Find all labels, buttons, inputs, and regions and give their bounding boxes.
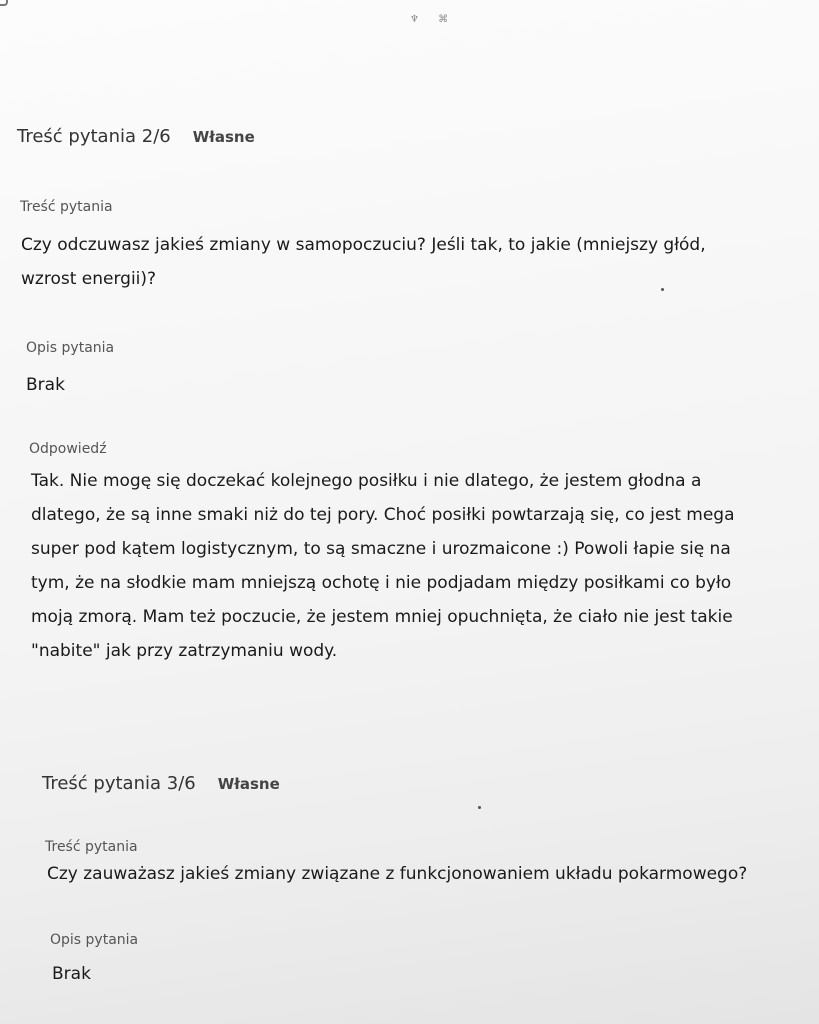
question-3-description-label: Opis pytania (50, 932, 139, 948)
question-2-content-line: Czy odczuwasz jakieś zmiany w samopoczuciu? Jeśli tak, to jakie (mniejszy głód, (21, 235, 706, 255)
question-3-content-line: Czy zauważasz jakieś zmiany związane z funkcjonowaniem układu pokarmowego? (47, 864, 748, 884)
window-corner-mark (0, 0, 8, 6)
question-3-content (47, 864, 812, 884)
answer-line: Tak. Nie mogę się doczekać kolejnego posiłku i nie dlatego, że jestem głodna a (31, 471, 702, 491)
question-2-type-tag: Własne (192, 128, 255, 146)
question-2-description-value: Brak (26, 375, 65, 395)
answer-line: moją zmorą. Mam też poczucie, że jestem mniej opuchnięta, że ciało nie jest takie (31, 607, 733, 627)
answer-line: "nabite" jak przy zatrzymaniu wody. (31, 641, 338, 661)
question-3-description-value: Brak (52, 964, 91, 984)
question-3-title: Treść pytania 3/6 (42, 773, 196, 794)
answer-line: super pod kątem logistycznym, to są smaczne i urozmaicone :) Powoli łapie się na (31, 539, 731, 559)
question-3-header (42, 773, 280, 794)
question-2-content-line: wzrost energii)? (21, 269, 157, 289)
speck (661, 288, 664, 291)
question-2-header (17, 126, 255, 147)
answer-line: dlatego, że są inne smaki niż do tej pory. Choć posiłki powtarzają się, co jest mega (31, 505, 735, 525)
question-2-content (21, 228, 811, 296)
question-2-answer (31, 464, 816, 668)
answer-line: tym, że na słodkie mam mniejszą ochotę i nie podjadam między posiłkami co było (31, 573, 732, 593)
question-2-description-label: Opis pytania (26, 340, 115, 356)
question-2-title: Treść pytania 2/6 (17, 126, 171, 147)
question-2-content-label: Treść pytania (20, 199, 113, 215)
question-3-content-label: Treść pytania (45, 839, 138, 855)
top-glyphs: ♆ ⌘ (410, 14, 457, 25)
question-3-type-tag: Własne (217, 775, 280, 793)
speck (478, 806, 481, 809)
question-2-answer-label: Odpowiedź (29, 441, 107, 457)
